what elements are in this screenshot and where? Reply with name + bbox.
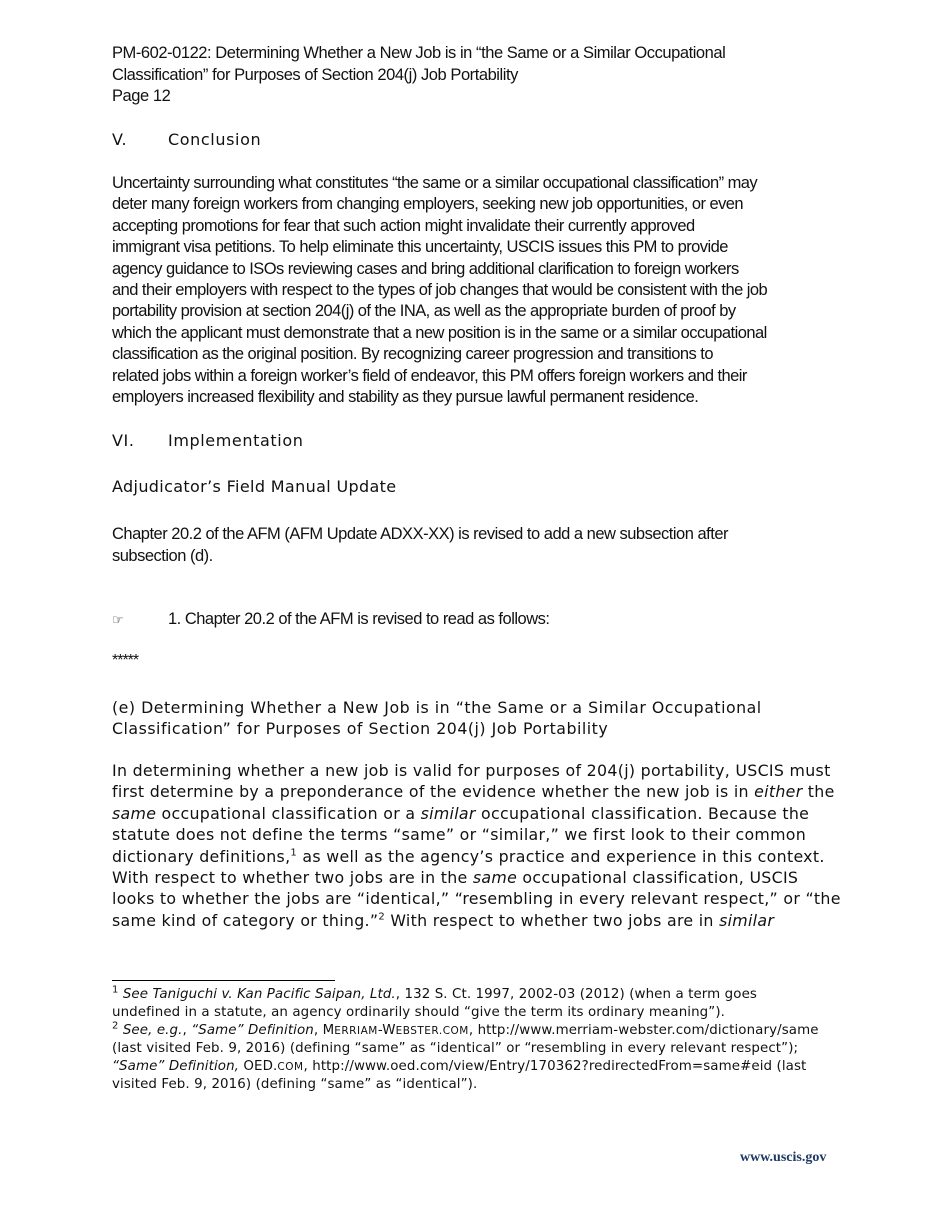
section-number: V.: [112, 130, 128, 149]
text-line: accepting promotions for fear that such action might invalidate their currently approved: [112, 216, 695, 235]
header-title-line-1: PM-602-0122: Determining Whether a New Job is in “the Same or a Similar Occupational: [112, 44, 726, 62]
footnotes: [112, 986, 842, 1094]
text-line: agency guidance to ISOs reviewing cases and bring additional clarification to foreign workers: [112, 259, 739, 278]
text-run: With respect to whether two jobs are in the: [112, 868, 473, 888]
footnote-1: [112, 986, 842, 1004]
text-run: as well as the agency’s practice and experience in this context.: [297, 846, 825, 866]
text-line: immigrant visa petitions. To help eliminate this uncertainty, USCIS issues this PM to provide: [112, 238, 728, 257]
footer-website[interactable]: www.uscis.gov: [740, 1150, 827, 1165]
url-text: , http://www.oed.com/view/Entry/170362?redirectedFrom=same#eid (last: [303, 1059, 807, 1074]
text-run: first determine by a preponderance of the evidence whether the new job is in: [112, 782, 755, 802]
text-run: same kind of category or thing.”: [112, 910, 379, 930]
emphasis-either: either: [754, 782, 803, 802]
footnote-2-line-4: visited Feb. 9, 2016) (defining “same” as “identical”).: [112, 1077, 478, 1092]
section-title: Conclusion: [168, 130, 262, 149]
section-heading-conclusion: [112, 130, 261, 149]
small-caps-run: ERRIAM: [334, 1025, 378, 1037]
small-caps-run: COM: [442, 1025, 469, 1037]
text-line: Classification” for Purposes of Section 204(j) Job Portability: [112, 719, 609, 738]
section-heading-implementation: [112, 431, 303, 450]
text-run: OED.: [239, 1059, 278, 1074]
text-run: M: [322, 1023, 335, 1038]
conclusion-paragraph: [112, 173, 845, 408]
footnote-2-line-3: [112, 1058, 842, 1076]
text-line: (e) Determining Whether a New Job is in “the Same or a Similar Occupational: [112, 698, 762, 717]
text-run: , 132 S. Ct. 1997, 2002-03 (2012) (when a term goes: [395, 987, 757, 1002]
text-run: statute does not define the terms “same” or “similar,” we first look to their common: [112, 825, 807, 845]
revision-item: [112, 610, 549, 629]
page-header: [112, 43, 842, 108]
text-line: related jobs within a foreign worker’s field of endeavor, this PM offers foreign workers and their: [112, 366, 747, 385]
text-line: subsection (d).: [112, 546, 213, 565]
small-caps-run: COM: [277, 1061, 304, 1073]
subsection-e-heading: [112, 697, 812, 739]
source-title: “Same” Definition,: [112, 1059, 240, 1074]
footnote-number: 2: [112, 1020, 119, 1032]
text-line: Uncertainty surrounding what constitutes “the same or a similar occupational classification” may: [112, 174, 758, 192]
emphasis-same: same: [472, 868, 518, 888]
text-line: employers increased flexibility and stability as they pursue lawful permanent residence.: [112, 388, 699, 407]
afm-update-heading: Adjudicator’s Field Manual Update: [112, 477, 397, 496]
afm-revision-paragraph: [112, 524, 832, 567]
small-caps-run: .: [438, 1025, 443, 1037]
text-line: deter many foreign workers from changing employers, seeking new job opportunities, or even: [112, 195, 744, 214]
text-run: occupational classification or a: [156, 803, 421, 823]
case-citation: See Taniguchi v. Kan Pacific Saipan, Ltd.: [122, 987, 396, 1002]
text-line: Chapter 20.2 of the AFM (AFM Update ADXX-XX) is revised to add a new subsection after: [112, 525, 728, 543]
text-run: occupational classification, USCIS: [517, 868, 799, 888]
header-page-number: Page 12: [112, 87, 171, 105]
footnote-2: [112, 1022, 842, 1040]
text-run: the: [802, 782, 835, 802]
text-run: ,: [182, 1023, 192, 1038]
source-title: “Same” Definition: [191, 1023, 314, 1038]
text-line: [112, 781, 847, 802]
text-line: [112, 824, 847, 845]
text-run: With respect to whether two jobs are in: [385, 910, 720, 930]
text-line: portability provision at section 204(j) of the INA, as well as the appropriate burden of proof by: [112, 302, 736, 321]
text-line: [112, 910, 847, 931]
text-line: [112, 846, 847, 867]
text-line: classification as the original position. By recognizing career progression and transitions to: [112, 345, 713, 364]
header-title-line-2: Classification” for Purposes of Section 204(j) Job Portability: [112, 65, 518, 84]
text-line: [112, 867, 847, 888]
footnote-number: 1: [112, 984, 119, 996]
pointing-hand-icon: ☞: [112, 613, 124, 628]
revision-item-text: 1. Chapter 20.2 of the AFM is revised to read as follows:: [168, 610, 550, 628]
section-title: Implementation: [168, 431, 304, 450]
text-run: looks to whether the jobs are “identical,” “resembling in every relevant respect,” or “the: [112, 889, 841, 909]
emphasis-similar: similar: [420, 803, 476, 823]
footnote-2-line-2: (last visited Feb. 9, 2016) (defining “same” as “identical” or “resembling in every relevant respect”);: [112, 1041, 799, 1056]
section-separator-stars: *****: [112, 652, 139, 669]
footnote-ref-2[interactable]: 2: [378, 911, 386, 923]
citation-signal: See, e.g.: [122, 1023, 183, 1038]
emphasis-similar: similar: [719, 910, 775, 930]
emphasis-same: same: [112, 803, 157, 823]
footnote-ref-1[interactable]: 1: [290, 847, 298, 859]
text-line: which the applicant must demonstrate that a new position is in the same or a similar occupational: [112, 323, 767, 342]
subsection-e-body: [112, 760, 847, 931]
footnote-1-line-2: undefined in a statute, an agency ordinarily should “give the term its ordinary meaning”).: [112, 1005, 726, 1020]
small-caps-run: EBSTER: [395, 1025, 439, 1037]
footnote-divider: [112, 980, 335, 981]
text-run: In determining whether a new job is valid for purposes of 204(j) portability, USCIS must: [112, 761, 831, 780]
text-line: [112, 803, 847, 824]
text-line: [112, 888, 847, 909]
url-text: , http://www.merriam-webster.com/dictionary/same: [468, 1023, 819, 1038]
text-run: ,: [313, 1023, 323, 1038]
text-line: [112, 760, 847, 781]
text-run: occupational classification. Because the: [475, 803, 810, 823]
text-run: dictionary definitions,: [112, 846, 291, 866]
section-number: VI.: [112, 431, 135, 450]
text-line: and their employers with respect to the types of job changes that would be consistent with the job: [112, 281, 768, 300]
text-run: -W: [377, 1023, 396, 1038]
